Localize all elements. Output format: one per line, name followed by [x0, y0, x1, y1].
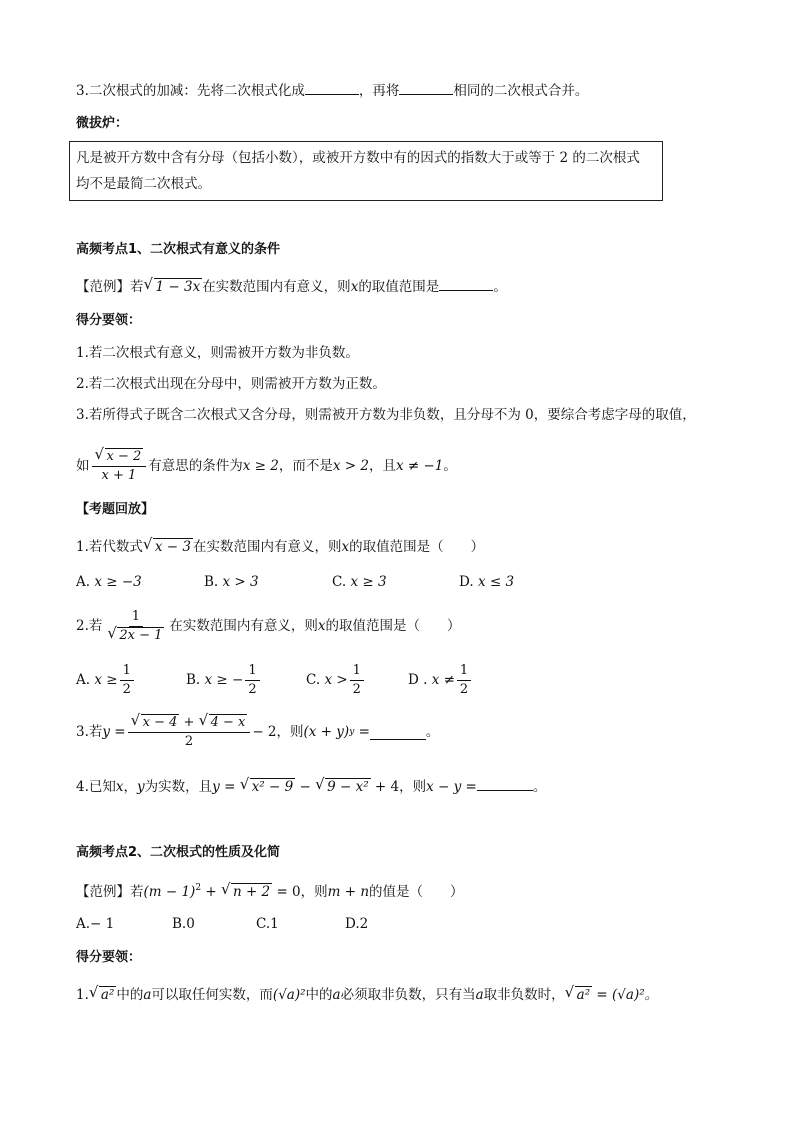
example1-d: 。 — [493, 279, 507, 295]
q1-opt-a: A. x ≥ −3 — [76, 574, 142, 590]
q2-c: 的取值范围是（ ） — [325, 618, 461, 634]
q3 — [76, 710, 439, 754]
fraction: 1 √ 2x − 1 — [107, 608, 163, 643]
frac-num: 1 — [129, 608, 143, 627]
blank — [439, 276, 493, 291]
exp: 2 — [195, 883, 202, 893]
blank — [477, 776, 533, 791]
q2-a: 2.若 — [76, 618, 103, 634]
q4-c: 为实数，且 — [144, 779, 213, 795]
p4-a: 如 — [76, 458, 90, 474]
q2-opt-a: A. x ≥ $\frac{1}{2}$ — [76, 660, 136, 700]
var-y: y — [137, 779, 145, 795]
q3-e: 。 — [425, 724, 440, 740]
ex2-opt-d: D.2 — [345, 916, 369, 932]
q1 — [76, 537, 484, 557]
blank — [305, 80, 359, 95]
q4-b: ， — [123, 779, 138, 795]
q4-d: x − y = — [426, 779, 477, 795]
tip-label: 微拔炉： — [76, 116, 129, 131]
ex2-opt-b: B.0 — [172, 916, 195, 932]
p4-e: 。 — [443, 458, 457, 474]
radicand: x − 3 — [154, 539, 191, 555]
q4-eq: y = — [212, 779, 236, 795]
q3-d: = — [358, 724, 370, 740]
q4: 4.已知x，y为实数，且y = √ x² − 9 − √ 9 − x² + 4，则x − y = 。 — [76, 775, 547, 795]
q1-opt-b: B. x > 3 — [204, 574, 259, 590]
frac-den: 2 — [184, 733, 194, 749]
frac-num: x − 2 — [106, 448, 142, 464]
var-x: x — [115, 779, 124, 795]
q4-e: 。 — [532, 779, 547, 795]
var-x: x — [350, 279, 359, 295]
fraction: √ x − 4 + √ 4 − x 2 — [128, 714, 251, 751]
example2-eq: = 0，则 — [276, 884, 328, 900]
item-3 — [76, 80, 588, 101]
sqrt-expr: √ 1 − 3x — [143, 275, 201, 295]
p4-b: 有意思的条件为 — [148, 458, 243, 474]
q2-opt-c: C. x > $\frac{1}{2}$ — [306, 660, 366, 700]
item3-text-a: 3.二次根式的加减：先将二次根式化成 — [76, 83, 305, 99]
example1-b: 在实数范围内有意义，则 — [202, 279, 351, 295]
section1-title: 高频考点1、二次根式有意义的条件 — [76, 242, 281, 257]
radicand: 1 − 3x — [155, 279, 201, 295]
q4-minus: − — [299, 779, 311, 795]
example1 — [76, 276, 507, 297]
q1-opt-d: D. x ≤ 3 — [459, 574, 515, 590]
example2-a: 若 — [130, 884, 144, 900]
frac-den: x + 1 — [101, 467, 137, 483]
q3-exp: y — [349, 727, 355, 737]
q3-b: − 2，则 — [252, 724, 304, 740]
q2-b: 在实数范围内有意义，则 — [169, 618, 318, 634]
frac-den: 2x − 1 — [119, 627, 163, 643]
score1-p3: 3.若所得式子既含二次根式又含分母，则需被开方数为非负数，且分母不为 0，要综合考虑字母的取值， — [76, 407, 696, 423]
p4-c: ，而不是 — [278, 458, 333, 474]
ex2-opt-c: C.1 — [256, 916, 279, 932]
example-label: 【范例】 — [76, 884, 130, 900]
example1-a: 若 — [130, 279, 144, 295]
q1-a: 1.若代数式 — [76, 539, 143, 555]
score1-label: 得分要领： — [76, 313, 142, 328]
example1-c: 的取值范围是 — [358, 279, 440, 295]
blank — [399, 80, 453, 95]
q4-plus: + 4，则 — [374, 779, 427, 795]
section2-title: 高频考点2、二次根式的性质及化简 — [76, 845, 281, 860]
var-x: x — [317, 618, 326, 634]
example2: 【范例】若$(m - 1)^2$ + √ n + 2 = 0，则m + n的值是（ ） — [76, 880, 464, 900]
radicand: 9 − x² — [327, 779, 369, 795]
q1-c: 的取值范围是（ ） — [349, 539, 485, 555]
tip-line2: 均不是最简二次根式。 — [76, 176, 211, 192]
q1-opt-c: C. x ≥ 3 — [332, 574, 387, 590]
p4-d: ，且 — [368, 458, 396, 474]
q4-a: 4.已知 — [76, 779, 116, 795]
score1-p1: 1.若二次根式有意义，则需被开方数为非负数。 — [76, 345, 359, 361]
radicand: x² − 9 — [251, 779, 294, 795]
q3-c: (x + y) — [303, 724, 350, 740]
q2-opt-d: D . x ≠ $\frac{1}{2}$ — [408, 660, 473, 700]
review-label: 【考题回放】 — [76, 502, 155, 517]
q3-y: y = — [102, 724, 126, 740]
tip-line1: 凡是被开方数中含有分母（包括小数），或被开方数中有的因式的指数大于或等于 2 的二次根式 — [76, 150, 640, 166]
score2-p1: 1. √ a² 中的a可以取任何实数，而(√a)²中的a必须取非负数，只有当a取非负数时， √ a² = (√a)²。 — [76, 983, 659, 1003]
radicand: n + 2 — [232, 884, 271, 900]
var-x: x — [341, 539, 350, 555]
example2-b: 的值是（ ） — [369, 884, 464, 900]
score2-label: 得分要领： — [76, 950, 142, 965]
q2-opt-b: B. x ≥ − $\frac{1}{2}$ — [186, 660, 262, 700]
example-label: 【范例】 — [76, 279, 130, 295]
blank — [370, 725, 426, 740]
cond-2: x > 2 — [332, 458, 369, 474]
cond-3: x ≠ −1 — [395, 458, 444, 474]
q3-a: 3.若 — [76, 724, 103, 740]
example2-mn: m + n — [327, 884, 370, 900]
fraction: √ x − 2 x + 1 — [92, 448, 147, 485]
q2 — [76, 604, 461, 648]
item3-text-c: 相同的二次根式合并。 — [453, 83, 589, 99]
cond-1: x ≥ 2 — [242, 458, 279, 474]
item3-text-b: ，再将 — [358, 83, 400, 99]
sqrt-expr: √ x − 3 — [142, 535, 191, 555]
score1-p2: 2.若二次根式出现在分母中，则需被开方数为正数。 — [76, 376, 386, 392]
q1-b: 在实数范围内有意义，则 — [193, 539, 342, 555]
ex2-opt-a: A.− 1 — [76, 916, 115, 932]
p4 — [76, 446, 457, 486]
example2-expr: (m − 1) — [143, 884, 196, 900]
plus: + — [205, 884, 217, 900]
